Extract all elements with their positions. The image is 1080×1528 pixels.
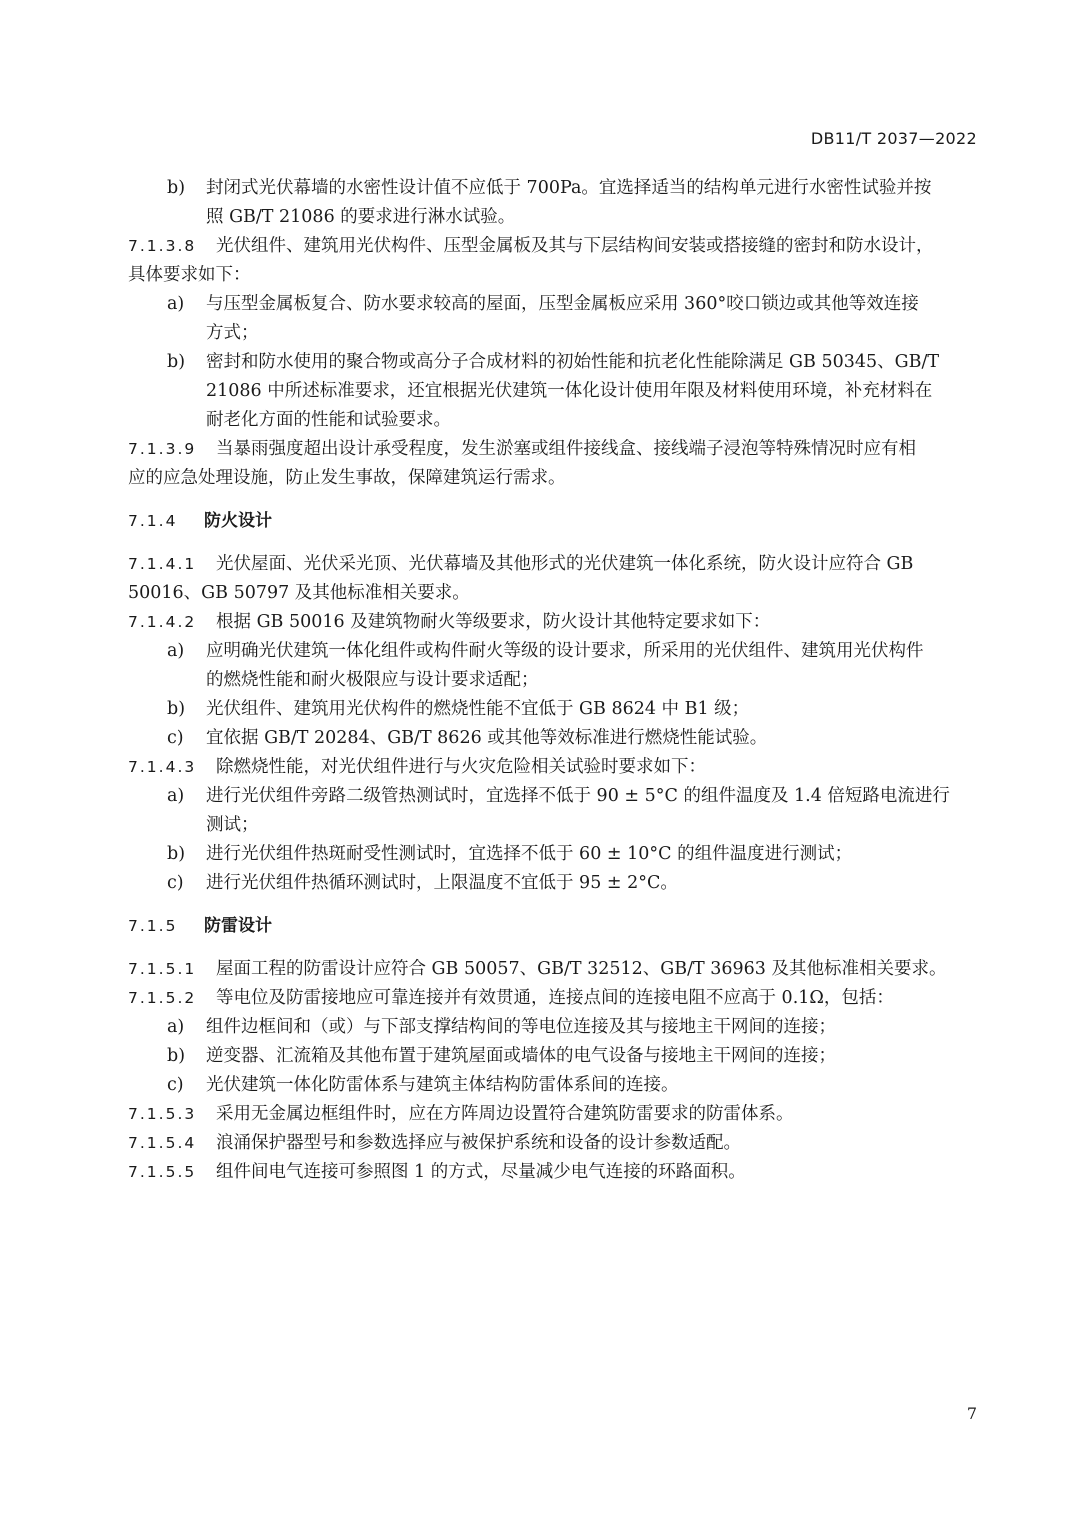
list-item-continuation: 照 GB/T 21086 的要求进行淋水试验。: [206, 207, 516, 227]
clause-text: 根据 GB 50016 及建筑物耐火等级要求，防火设计其他特定要求如下：: [216, 612, 771, 632]
clause-text: 采用无金属边框组件时，应在方阵周边设置符合建筑防雷要求的防雷体系。: [216, 1104, 794, 1124]
clause-text: 组件间电气连接可参照图 1 的方式，尽量减少电气连接的环路面积。: [216, 1162, 746, 1182]
clause-text: 等电位及防雷接地应可靠连接并有效贯通，连接点间的连接电阻不应高于 0.1Ω，包括：: [216, 988, 894, 1008]
item-label: b): [167, 699, 186, 719]
item-text: 进行光伏组件旁路二级管热测试时，宜选择不低于 90 ± 5°C 的组件温度及 1.4 倍短路电流进行: [206, 786, 950, 806]
clause-text: 当暴雨强度超出设计承受程度，发生淤塞或组件接线盒、接线端子浸泡等特殊情况时应有相: [216, 439, 916, 459]
list-item: [0, 782, 1080, 811]
item-text: 进行光伏组件热循环测试时，上限温度不宜低于 95 ± 2°C。: [206, 873, 678, 893]
doc-code-header: DB11/T 2037—2022: [810, 129, 977, 148]
item-text: 封闭式光伏幕墙的水密性设计值不应低于 700Pa。宜选择适当的结构单元进行水密性试验并按: [206, 178, 932, 198]
clause-number: 7.1.4.3: [128, 758, 197, 776]
item-text: 与压型金属板复合、防水要求较高的屋面，压型金属板应采用 360°咬口锁边或其他等效连接: [206, 294, 919, 314]
item-text: 光伏组件、建筑用光伏构件的燃烧性能不宜低于 GB 8624 中 B1 级；: [206, 699, 750, 719]
list-item-continuation: 方式；: [206, 323, 259, 343]
section-title: 防火设计: [204, 511, 272, 531]
list-item: [0, 1042, 1080, 1071]
clause-7154: [0, 1129, 1080, 1158]
list-item: [0, 348, 1080, 377]
clause-7138: [0, 232, 1080, 261]
item-label: a): [167, 294, 185, 314]
list-item: [0, 695, 1080, 724]
list-item-continuation: 耐老化方面的性能和试验要求。: [206, 410, 451, 430]
list-item-continuation: 21086 中所述标准要求，还宜根据光伏建筑一体化设计使用年限及材料使用环境，补充材料在: [206, 381, 933, 401]
list-item-continuation: 的燃烧性能和耐火极限应与设计要求适配；: [206, 670, 539, 690]
clause-7152: [0, 984, 1080, 1013]
item-text: 进行光伏组件热斑耐受性测试时，宜选择不低于 60 ± 10°C 的组件温度进行测试；: [206, 844, 853, 864]
item-text: 应明确光伏建筑一体化组件或构件耐火等级的设计要求，所采用的光伏组件、建筑用光伏构件: [206, 641, 924, 661]
clause-7151: [0, 955, 1080, 984]
clause-text: 浪涌保护器型号和参数选择应与被保护系统和设备的设计参数适配。: [216, 1133, 741, 1153]
clause-7142: [0, 608, 1080, 637]
clause-number: 7.1.4.1: [128, 555, 197, 573]
list-item: [0, 869, 1080, 898]
section-number: 7.1.4: [128, 512, 178, 530]
clause-number: 7.1.3.9: [128, 440, 197, 458]
item-text: 宜依据 GB/T 20284、GB/T 8626 或其他等效标准进行燃烧性能试验。: [206, 728, 768, 748]
item-label: a): [167, 641, 185, 661]
clause-7139: [0, 435, 1080, 464]
item-label: c): [167, 1075, 184, 1095]
clause-continuation: 应的应急处理设施，防止发生事故，保障建筑运行需求。: [128, 468, 566, 488]
item-text: 光伏建筑一体化防雷体系与建筑主体结构防雷体系间的连接。: [206, 1075, 679, 1095]
section-number: 7.1.5: [128, 917, 178, 935]
clause-text: 光伏组件、建筑用光伏构件、压型金属板及其与下层结构间安装或搭接缝的密封和防水设计，: [216, 236, 934, 256]
section-heading-714: [0, 507, 1080, 536]
clause-7143: [0, 753, 1080, 782]
clause-continuation: 50016、GB 50797 及其他标准相关要求。: [128, 583, 470, 603]
item-text: 组件边框间和（或）与下部支撑结构间的等电位连接及其与接地主干网间的连接；: [206, 1017, 836, 1037]
clause-text: 屋面工程的防雷设计应符合 GB 50057、GB/T 32512、GB/T 36963 及其他标准相关要求。: [216, 959, 947, 979]
list-item: [0, 724, 1080, 753]
clause-number: 7.1.3.8: [128, 237, 197, 255]
item-label: b): [167, 1046, 186, 1066]
list-item: [0, 1013, 1080, 1042]
list-item: [0, 840, 1080, 869]
clause-7153: [0, 1100, 1080, 1129]
item-text: 逆变器、汇流箱及其他布置于建筑屋面或墙体的电气设备与接地主干网间的连接；: [206, 1046, 836, 1066]
item-label: c): [167, 728, 184, 748]
item-label: a): [167, 786, 185, 806]
item-label: b): [167, 178, 186, 198]
clause-text: 光伏屋面、光伏采光顶、光伏幕墙及其他形式的光伏建筑一体化系统，防火设计应符合 GB: [216, 554, 914, 574]
clause-number: 7.1.5.1: [128, 960, 197, 978]
list-item-continuation: 测试；: [206, 815, 259, 835]
page-number: 7: [966, 1404, 977, 1423]
clause-number: 7.1.5.4: [128, 1134, 197, 1152]
item-label: c): [167, 873, 184, 893]
section-heading-715: [0, 912, 1080, 941]
clause-7155: [0, 1158, 1080, 1187]
list-item: [0, 290, 1080, 319]
clause-number: 7.1.5.3: [128, 1105, 197, 1123]
item-text: 密封和防水使用的聚合物或高分子合成材料的初始性能和抗老化性能除满足 GB 50345、GB/T: [206, 352, 940, 372]
clause-number: 7.1.4.2: [128, 613, 197, 631]
list-item: [0, 174, 1080, 203]
section-title: 防雷设计: [204, 916, 272, 936]
clause-number: 7.1.5.5: [128, 1163, 197, 1181]
list-item: [0, 1071, 1080, 1100]
clause-text: 除燃烧性能，对光伏组件进行与火灾危险相关试验时要求如下：: [216, 757, 706, 777]
list-item: [0, 637, 1080, 666]
item-label: b): [167, 844, 186, 864]
clause-7141: [0, 550, 1080, 579]
clause-continuation: 具体要求如下：: [128, 265, 251, 285]
page-content: [0, 174, 1080, 1187]
item-label: a): [167, 1017, 185, 1037]
item-label: b): [167, 352, 186, 372]
clause-number: 7.1.5.2: [128, 989, 197, 1007]
